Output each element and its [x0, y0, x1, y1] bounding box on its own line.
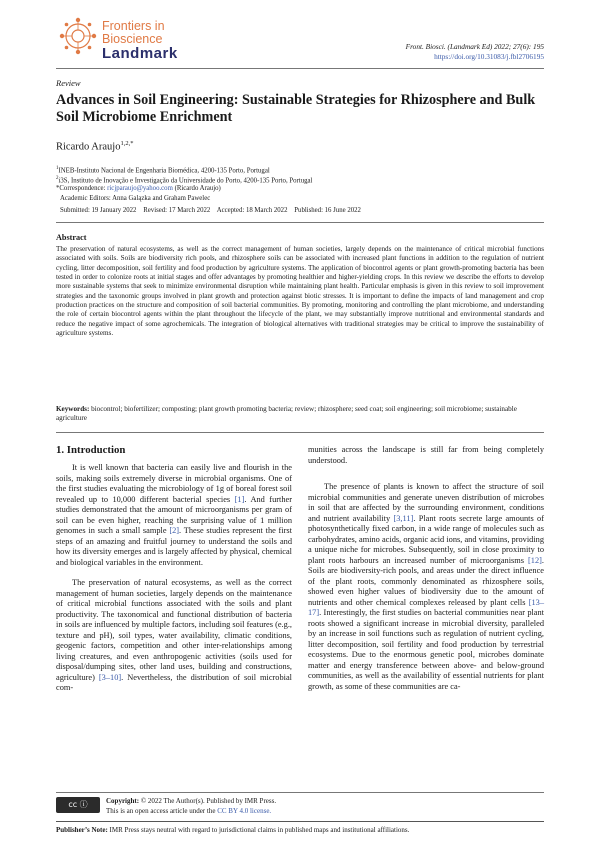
citation-link[interactable]: [3–10] — [98, 672, 122, 682]
intro-paragraph-2: The preservation of natural ecosystems, as well as the correct management of human societies, largely depends on the maintenance of critical microbial functions associated with the soils and plant productivity. The taxonomical and functional distribution of bacteria in soils are influenced by multiple factors, including soil features (e.g., texture and pH), soil types, water availability, climatic conditions, geogenic factors, competition and other inter-relationships among living creatures, and even anthropogenic activities (soils used for disposal/dumping sites, other land uses, building and constructions, agriculture) [3–10]. Nevertheless, the distribution of soil microbial com- — [56, 578, 292, 692]
left-column — [56, 463, 292, 694]
affiliation-1-text: INEB-Instituto Nacional de Engenharia Biomédica, 4200-135 Porto, Portugal — [58, 167, 270, 175]
correspondence — [56, 184, 221, 193]
citation-link[interactable]: [2] — [169, 526, 180, 535]
affiliation-1: $^1$INEB-Instituto Nacional de Engenharia Biomédica, 4200-135 Porto, Portugal — [56, 166, 270, 175]
copyright-block — [106, 797, 276, 816]
logo-line-1: Frontiers in — [102, 19, 165, 33]
keywords-label: Keywords: — [56, 405, 90, 413]
footer-divider — [56, 821, 544, 822]
publisher-label: Publisher’s Note: — [56, 826, 108, 834]
cc-license-icon[interactable]: cc ⓘ — [56, 797, 100, 813]
right-column — [308, 445, 544, 692]
intro-paragraph-1: It is well known that bacteria can easily live and flourish in the soils, making soils extremely diverse in microbial organisms. One of the first studies evaluating the microbiology of 1g of boreal forest soil revealed up to 10,000 different bacterial species [1]. And further studies demonstrated that the amount of microorganisms per gram of soil can be even higher, reaching the surprising value of 1 million genomes in such a small sample [2]. These studies represent the first steps of an amazing and fruitful journey to understand the soils and how its diversity emerges and is largely affected by physical, chemical and biological variables in the environment. — [56, 463, 292, 567]
intro-paragraph-continued: munities across the landscape is still far from being completely understood. — [308, 445, 544, 465]
citation-link[interactable]: [1] — [234, 494, 245, 504]
keywords-text: biocontrol; biofertilizer; composting; plant growth promoting bacteria; review; rhizosphere; seed coat; soil engineering; soil microbiome; sustainable agriculture — [56, 405, 517, 423]
article-dates: Submitted: 19 January 2022 Revised: 17 March 2022 Accepted: 18 March 2022 Published: 16 June 2022 — [60, 207, 361, 214]
publisher-text: IMR Press stays neutral with regard to jurisdictional claims in published maps and institutional affiliations. — [109, 826, 410, 834]
keywords — [56, 405, 544, 424]
license-text: This is an open access article under the — [106, 806, 216, 815]
author-line — [56, 140, 133, 153]
affiliation-2-text: i3S, Instituto de Inovação e Investigação da Universidade do Porto, 4200-135 Porto, Portugal — [58, 177, 313, 185]
citation-link[interactable]: [13–17] — [308, 597, 544, 617]
correspondence-label: *Correspondence: — [56, 185, 106, 192]
keywords-divider — [56, 432, 544, 433]
section-heading-introduction: 1. Introduction — [56, 444, 126, 456]
correspondence-email[interactable]: ricjparaujo@yahoo.com — [107, 185, 173, 192]
copyright-label: Copyright: — [106, 797, 140, 805]
header-divider — [56, 68, 544, 69]
logo-line-2: Bioscience — [102, 32, 163, 46]
author-superscript: 1,2,* — [120, 140, 134, 147]
intro-paragraph-3: The presence of plants is known to affect the structure of soil microbial communities and generate uneven distribution of microbes in soil that are affected by the surrounding environment, conditions and nutrient availability [3,11]. Plant roots secrete large amounts of photosynthetically fixed carbon, in a wide range of molecules such as carbohydrates, amino acids, organic acid ions, and vitamins, providing a unique niche for microbes. Subsequently, soil in close proximity to plant roots harbours an increased number of microorganisms [12]. Soils are biodiversity-rich pools, and areas under the direct influence of the plant roots, commonly denominated as rhizosphere soils, showed even higher values of biodiversity due to the amount of nutrients and other chemical complexes released by plant cells [13–17]. Interestingly, the first studies on bacterial communities near plant roots showed a significant increase in microbial diversity, paralleled by an increase in soil functions such as regulation of nutrient cycling, litter decomposition, soil fertility and food production by terrestrial ecosystems. Due to the enormous genetic pool, microbes dominate matter and energy transference between above- and below-ground communities, as well as the availability of essential nutrients for plant growth, as some of these communities are ca- — [308, 482, 544, 691]
author-name: Ricardo Araujo — [56, 141, 121, 153]
license-link[interactable]: CC BY 4.0 license. — [217, 806, 272, 815]
citation-link[interactable]: [12] — [528, 555, 542, 565]
article-type: Review — [56, 78, 81, 88]
copyright-text: © 2022 The Author(s). Published by IMR Press. — [140, 797, 277, 805]
correspondence-name: (Ricardo Araujo) — [174, 185, 221, 192]
journal-line: Front. Biosci. (Landmark Ed) 2022; 27(6): 195 — [405, 42, 544, 51]
journal-citation — [406, 42, 544, 62]
citation-link[interactable]: [3,11] — [393, 513, 414, 523]
journal-logo-icon — [56, 14, 100, 58]
publisher-note — [56, 826, 409, 834]
affiliation-2: $^2$i3S, Instituto de Inovação e Investigação da Universidade do Porto, 4200-135 Porto, Portugal — [56, 176, 313, 185]
abstract-text: The preservation of natural ecosystems, as well as the correct management of human societies, largely depends on the maintenance of critical microbial functions associated with soils. Soils are biodiversity rich pools, and rhizosphere soils can be associated with increased plant functions in addition to the regulation of nutrient cycling, litter decomposition, soil fertility and food production by agriculture systems. The application of biocontrol agents or plant growth-promoting bacteria has been tested in order to colonize roots at initial stages and offer advantages by promoting healthier and higher-yielding crops. In this review we describe the efforts to develop more sustainable systems that seek to minimize environmental disruption while maintaining plant health. Particular emphasis is given in this review to soil improvement strategies and the taxonomic groups involved in plant growth and protection against biotic stresses. It is important to define the impacts of land management and crop production practices on the structure and composition of soil bacterial communities. By promoting, monitoring and controlling the plant microbiome, and understanding the role of certain biocontrol agents within the plant throughout the lifecycle of the plant, we may substantially improve nutritional and environmental standards and reduce the negative impact of some agrochemicals. The integration of biological alternatives with traditional strategies may be critical to improve the sustainability of agriculture systems. — [56, 245, 544, 338]
abstract-heading: Abstract — [56, 233, 87, 242]
journal-logo-text — [102, 20, 165, 46]
footer-top-divider — [56, 792, 544, 793]
academic-editors: Academic Editors: Anna Galązka and Graham Pawelec — [60, 195, 211, 202]
logo-name: Landmark — [102, 45, 178, 62]
doi-link[interactable]: https://doi.org/10.31083/j.fbl2706195 — [434, 52, 544, 61]
article-title: Advances in Soil Engineering: Sustainable Strategies for Rhizosphere and Bulk Soil Microbiome Enrichment — [56, 92, 536, 125]
abstract-divider — [56, 222, 544, 223]
